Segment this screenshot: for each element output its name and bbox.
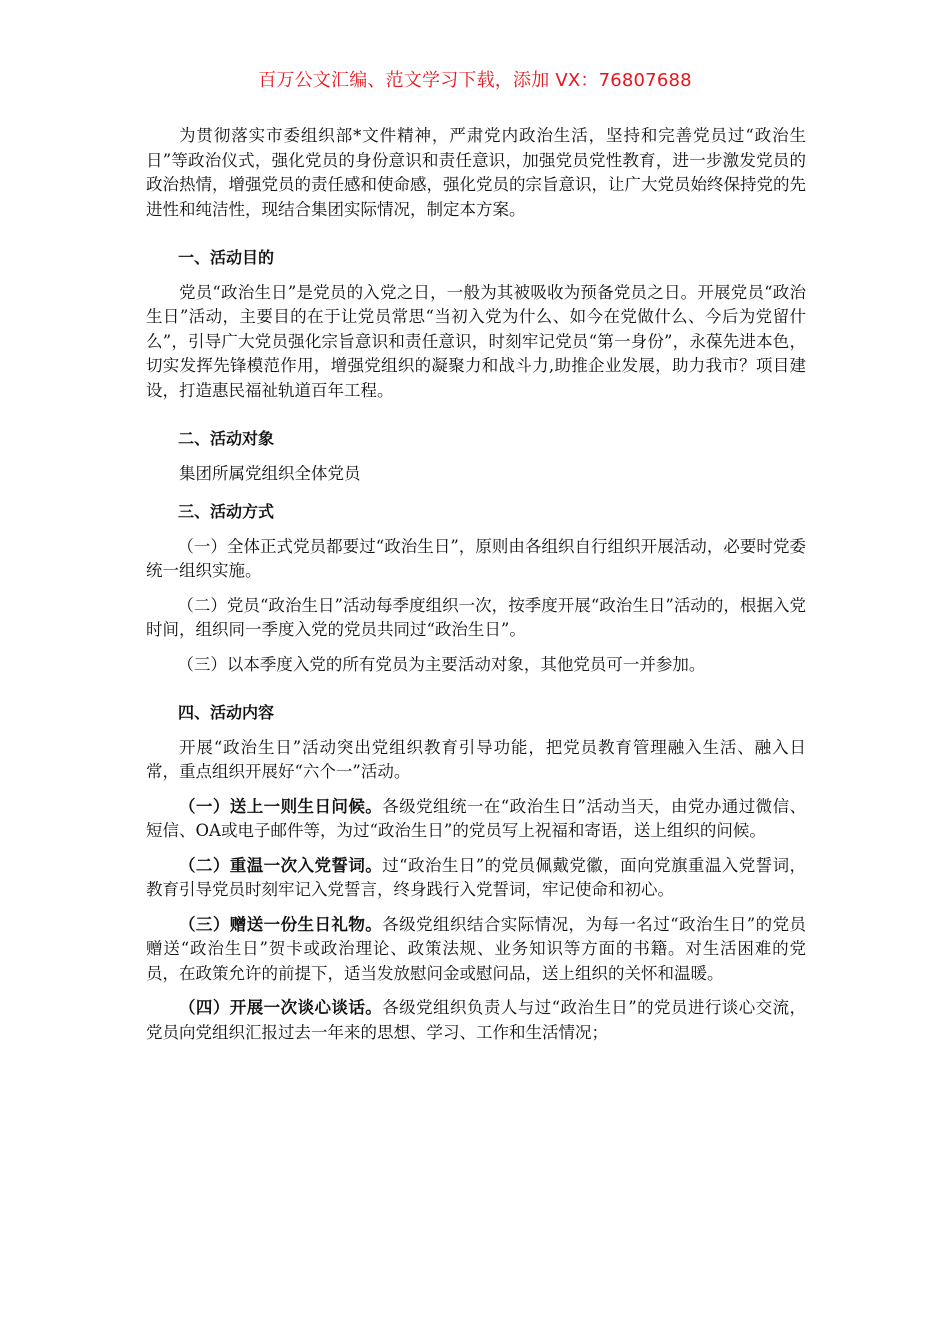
content-item-lead: （四）开展一次谈心谈话。 [179,998,383,1017]
document-body [146,124,806,1045]
content-item-lead: （二）重温一次入党誓词。 [179,855,383,875]
content-item [146,795,806,844]
intro-paragraph: 为贯彻落实市委组织部*文件精神，严肃党内政治生活，坚持和完善党员过“政治生日”等政治仪式，强化党员的身份意识和责任意识，加强党员党性教育，进一步激发党员的政治热情，增强党员的责任感和使命感，强化党员的宗旨意识，让广大党员始终保持党的先进性和纯洁性，现结合集团实际情况，制定本方案。 [146,126,806,219]
content-item-text: 各级党组织负责人与过“政治生日”的党员进行谈心交流，党员向党组织汇报过去一年来的思想、学习、工作和生活情况； [146,998,807,1042]
method-item: （三）以本季度入党的所有党员为主要活动对象，其他党员可一并参加。 [177,654,706,674]
content-item-text: 各级党组统一在“政治生日”活动当天，由党办通过微信、短信、OA或电子邮件等，为过“政治生日”的党员写上祝福和寄语，送上组织的问候。 [146,796,807,840]
content-item [146,996,806,1045]
content-item [146,913,806,987]
method-item: （二）党员“政治生日”活动每季度组织一次，按季度开展“政治生日”活动的，根据入党时间，组织同一季度入党的党员共同过“政治生日”。 [146,595,806,639]
section-heading-target: 二、活动对象 [178,429,275,448]
content-item-lead: （三）赠送一份生日礼物。 [179,914,383,934]
content-item [146,854,806,903]
content-item-text: 过“政治生日”的党员佩戴党徽，面向党旗重温入党誓词，教育引导党员时刻牢记入党誓言，终身践行入党誓词，牢记使命和初心。 [146,855,807,899]
section-target-paragraph: 集团所属党组织全体党员 [179,463,361,483]
section-heading-content: 四、活动内容 [178,703,275,722]
content-item-text: 各级党组织结合实际情况，为每一名过“政治生日”的党员赠送“政治生日”贺卡或政治理论、政策法规、业务知识等方面的书籍。对生活困难的党员，在政策允许的前提下，适当发放慰问金或慰问品，送上组织的关怀和温暖。 [146,914,807,983]
section-purpose-paragraph: 党员“政治生日”是党员的入党之日，一般为其被吸收为预备党员之日。开展党员“政治生日”活动，主要目的在于让党员常思“当初入党为什么、如今在党做什么、今后为党留什么”，引导广大党员强化宗旨意识和责任意识，时刻牢记党员“第一身份”，永葆先进本色，切实发挥先锋模范作用，增强党组织的凝聚力和战斗力,助推企业发展，助力我市？项目建设，打造惠民福祉轨道百年工程。 [146,282,806,400]
header-watermark-text: 百万公文汇编、范文学习下载，添加 VX：76807688 [258,70,692,91]
section-heading-method: 三、活动方式 [178,502,275,521]
content-item-lead: （一）送上一则生日问候。 [179,796,383,816]
section-heading-purpose: 一、活动目的 [178,248,275,267]
method-item: （一）全体正式党员都要过“政治生日”，原则由各组织自行组织开展活动，必要时党委统一组织实施。 [146,536,806,580]
content-intro-paragraph: 开展“政治生日”活动突出党组织教育引导功能，把党员教育管理融入生活、融入日常，重点组织开展好“六个一”活动。 [146,737,806,781]
